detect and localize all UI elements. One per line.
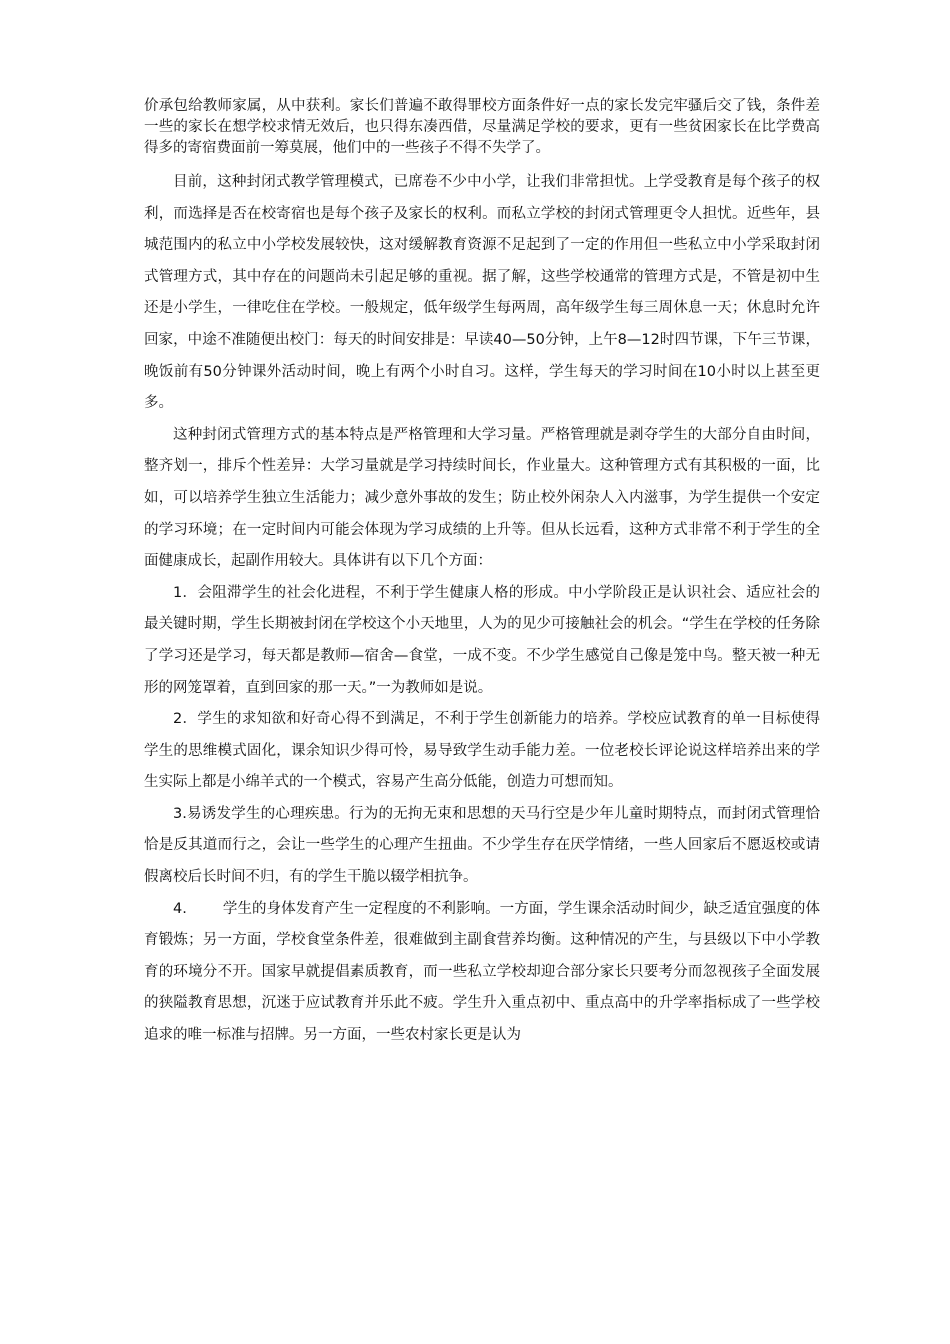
paragraph-item-4 (144, 894, 820, 1052)
paragraph-closed-management: 目前，这种封闭式教学管理模式，已席卷不少中小学，让我们非常担忧。上学受教育是每个孩子的权利，而选择是否在校寄宿也是每个孩子及家长的权利。而私立学校的封闭式管理更令人担忧。近些年，县城范围内的私立中小学校发展较快，这对缓解教育资源不足起到了一定的作用但一些私立中小学采取封闭式管理方式，其中存在的问题尚未引起足够的重视。据了解，这些学校通常的管理方式是，不管是初中生还是小学生，一律吃住在学校。一般规定，低年级学生每两周，高年级学生每三周休息一天；休息时允许回家，中途不准随便出校门：每天的时间安排是：早读40—50分钟，上午8—12时四节课，下午三节课，晚饭前有50分钟课外活动时间，晚上有两个小时自习。这样，学生每天的学习时间在10小时以上甚至更多。 (144, 174, 820, 412)
paragraph-item-1: 1．会阻滞学生的社会化进程，不利于学生健康人格的形成。中小学阶段正是认识社会、适应社会的最关键时期，学生长期被封闭在学校这个小天地里，人为的见少可接触社会的机会。“学生在学校的任务除了学习还是学习，每天都是教师—宿舍—食堂，一成不变。不少学生感觉自己像是笼中鸟。整天被一种无形的网笼罩着，直到回家的那一天。”一为教师如是说。 (144, 584, 820, 696)
document-page (144, 96, 820, 1052)
item-4-text: 学生的身体发育产生一定程度的不利影响。一方面，学生课余活动时间少，缺乏适宜强度的体育锻炼；另一方面，学校食堂条件差，很难做到主副食营养均衡。这种情况的产生，与县级以下中小学教育的环境分不开。国家早就提倡素质教育，而一些私立学校却迎合部分家长只要考分而忽视孩子全面发展的狭隘教育思想，沉迷于应试教育并乐此不疲。学生升入重点初中、重点高中的升学率指标成了一些学校追求的唯一标准与招牌。另一方面，一些农村家长更是认为 (144, 900, 820, 1044)
paragraph-item-3: 3.易诱发学生的心理疾患。行为的无拘无束和思想的天马行空是少年儿童时期特点，而封闭式管理恰恰是反其道而行之，会让一些学生的心理产生扭曲。不少学生存在厌学情绪，一些人回家后不愿返校或请假离校后长时间不归，有的学生干脆以辍学相抗争。 (144, 805, 820, 886)
item-4-number: 4. (173, 900, 187, 917)
paragraph-basic-features: 这种封闭式管理方式的基本特点是严格管理和大学习量。严格管理就是剥夺学生的大部分自由时间，整齐划一，排斥个性差异：大学习量就是学习持续时间长，作业量大。这种管理方式有其积极的一面，比如，可以培养学生独立生活能力；减少意外事故的发生；防止校外闲杂人入内滋事，为学生提供一个安定的学习环境；在一定时间内可能会体现为学习成绩的上升等。但从长远看，这种方式非常不利于学生的全面健康成长，起副作用较大。具体讲有以下几个方面： (144, 426, 820, 570)
paragraph-item-2: 2．学生的求知欲和好奇心得不到满足，不利于学生创新能力的培养。学校应试教育的单一目标使得学生的思维模式固化，课余知识少得可怜，易导致学生动手能力差。一位老校长评论说这样培养出来的学生实际上都是小绵羊式的一个模式，容易产生高分低能，创造力可想而知。 (144, 711, 820, 791)
paragraph-continuation: 价承包给教师家属，从中获利。家长们普遍不敢得罪校方面条件好一点的家长发完牢骚后交了钱，条件差一些的家长在想学校求情无效后，也只得东凑西借，尽量满足学校的要求，更有一些贫困家长在比学费高得多的寄宿费面前一筹莫展，他们中的一些孩子不得不失学了。 (144, 98, 820, 156)
